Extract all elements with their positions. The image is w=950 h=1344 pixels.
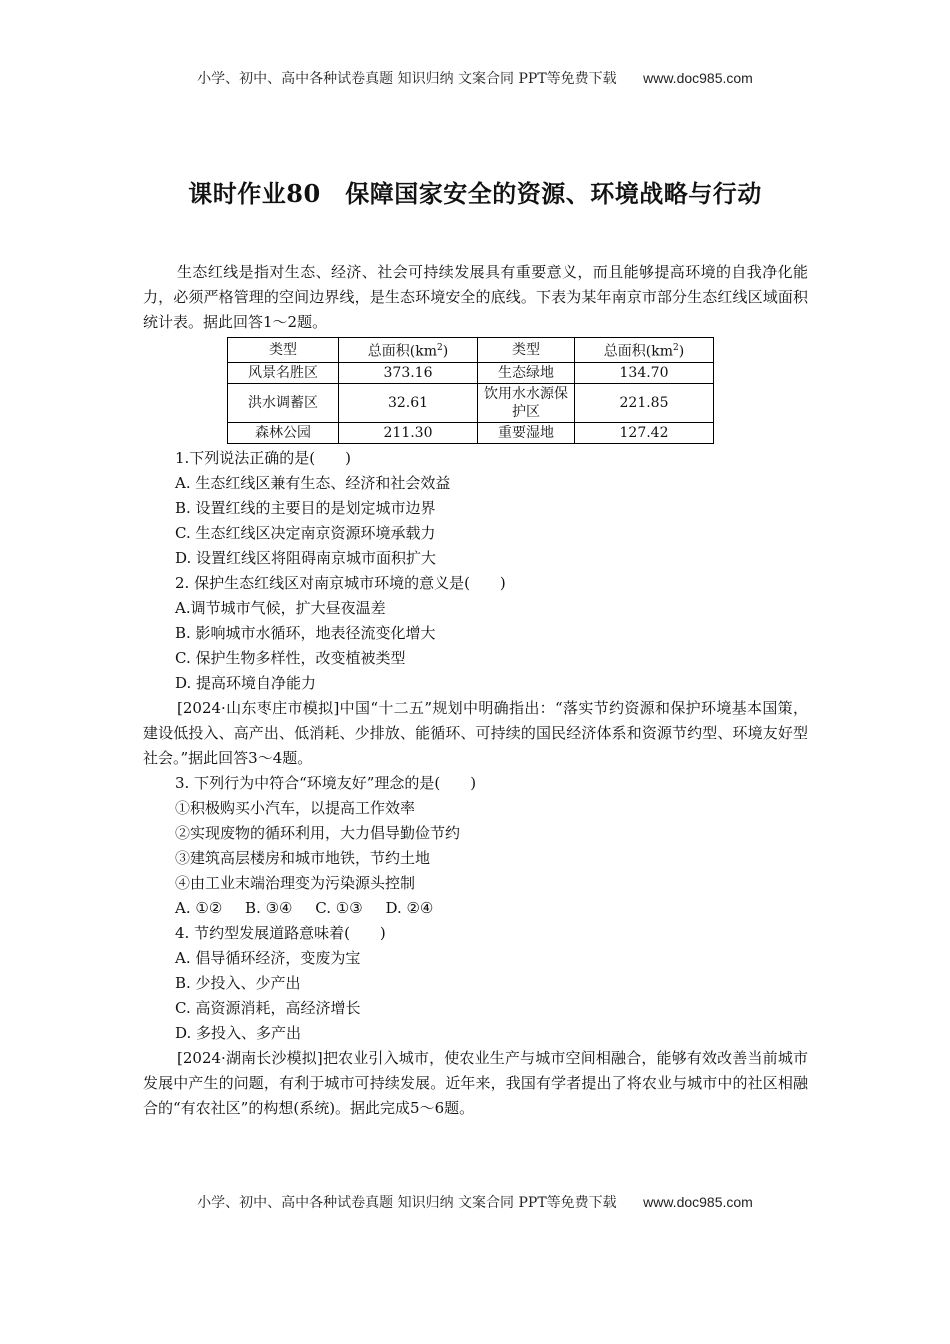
table-cell: 134.70 (575, 362, 714, 383)
table-cell: 风景名胜区 (228, 362, 339, 383)
question-2-stem: 2. 保护生态红线区对南京城市环境的意义是( ) (175, 573, 506, 592)
intro-passage-2: [2024·山东枣庄市模拟]中国“十二五”规划中明确指出：“落实节约资源和保护环境基本国策，建设低投入、高产出、低消耗、少排放、能循环、可持续的国民经济体系和资源节约型、环境友好型社会。”据此回答3～4题。 (143, 698, 808, 767)
question-2-option[interactable]: C. 保护生物多样性，改变植被类型 (175, 648, 406, 667)
table-cell: 32.61 (339, 383, 478, 422)
question-1-option[interactable]: C. 生态红线区决定南京资源环境承载力 (175, 523, 436, 542)
table-cell: 饮用水水源保护区 (478, 383, 575, 422)
table-header-cell: 总面积$(km^2)$ (339, 338, 478, 363)
table-cell: 211.30 (339, 422, 478, 443)
footer-url[interactable]: www.doc985.com (643, 1194, 753, 1210)
table-row (228, 383, 714, 422)
question-2-option[interactable]: D. 提高环境自净能力 (175, 673, 317, 692)
page-title: 课时作业80 保障国家安全的资源、环境战略与行动 (188, 179, 762, 208)
intro-passage-1: 生态红线是指对生态、经济、社会可持续发展具有重要意义，而且能够提高环境的自我净化能力，必须严格管理的空间边界线，是生态环境安全的底线。下表为某年南京市部分生态红线区域面积统计表。据此回答1～2题。 (143, 263, 808, 331)
question-4-option[interactable]: D. 多投入、多产出 (175, 1023, 302, 1042)
table-cell: 洪水调蓄区 (228, 383, 339, 422)
question-1-option[interactable]: D. 设置红线区将阻碍南京城市面积扩大 (175, 548, 437, 567)
table-header-cell: 类型 (228, 338, 339, 363)
intro-passage-3: [2024·湖南长沙模拟]把农业引入城市，使农业生产与城市空间相融合，能够有效改善当前城市发展中产生的问题，有利于城市可持续发展。近年来，我国有学者提出了将农业与城市中的社区相融合的“有农社区”的构想(系统)。据此完成5～6题。 (143, 1048, 808, 1117)
question-3-option[interactable]: B. ③④ (245, 898, 293, 917)
table-cell: 重要湿地 (478, 422, 575, 443)
question-3-item: ②实现废物的循环利用，大力倡导勤俭节约 (175, 823, 461, 842)
question-3-option[interactable]: C. ①③ (315, 898, 363, 917)
table-cell: 生态绿地 (478, 362, 575, 383)
question-3-item: ①积极购买小汽车，以提高工作效率 (175, 798, 416, 817)
header-text: 小学、初中、高中各种试卷真题 知识归纳 文案合同 PPT等免费下载 (197, 71, 617, 87)
question-4-stem: 4. 节约型发展道路意味着( ) (175, 923, 386, 942)
page-header (0, 68, 950, 88)
question-3-option[interactable]: D. ②④ (385, 898, 434, 917)
table-cell: 127.42 (575, 422, 714, 443)
question-3-options (143, 896, 808, 921)
page-footer (0, 1192, 950, 1212)
table-row (228, 422, 714, 443)
question-4-option[interactable]: C. 高资源消耗，高经济增长 (175, 998, 361, 1017)
question-3-item: ③建筑高层楼房和城市地铁，节约土地 (175, 848, 431, 867)
question-3-stem: 3. 下列行为中符合“环境友好”理念的是( ) (175, 773, 477, 792)
question-1-stem: 1.下列说法正确的是( ) (175, 448, 352, 467)
table-cell: 221.85 (575, 383, 714, 422)
question-1-option[interactable]: B. 设置红线的主要目的是划定城市边界 (175, 498, 436, 517)
table-row (228, 362, 714, 383)
ecological-redline-table (227, 337, 714, 444)
question-4-option[interactable]: A. 倡导循环经济，变废为宝 (175, 948, 361, 967)
table-header-cell: 总面积$(km^2)$ (575, 338, 714, 363)
question-4-option[interactable]: B. 少投入、少产出 (175, 973, 301, 992)
question-1-option[interactable]: A. 生态红线区兼有生态、经济和社会效益 (175, 473, 451, 492)
table-cell: 森林公园 (228, 422, 339, 443)
table-cell: 373.16 (339, 362, 478, 383)
footer-text: 小学、初中、高中各种试卷真题 知识归纳 文案合同 PPT等免费下载 (197, 1195, 617, 1211)
table-header-cell: 类型 (478, 338, 575, 363)
question-3-option[interactable]: A. ①② (175, 898, 223, 917)
question-2-option[interactable]: A.调节城市气候，扩大昼夜温差 (175, 598, 386, 617)
table-header-row (228, 338, 714, 363)
question-2-option[interactable]: B. 影响城市水循环，地表径流变化增大 (175, 623, 436, 642)
header-url[interactable]: www.doc985.com (643, 70, 753, 86)
document-body (143, 260, 808, 1121)
question-3-item: ④由工业末端治理变为污染源头控制 (175, 873, 416, 892)
